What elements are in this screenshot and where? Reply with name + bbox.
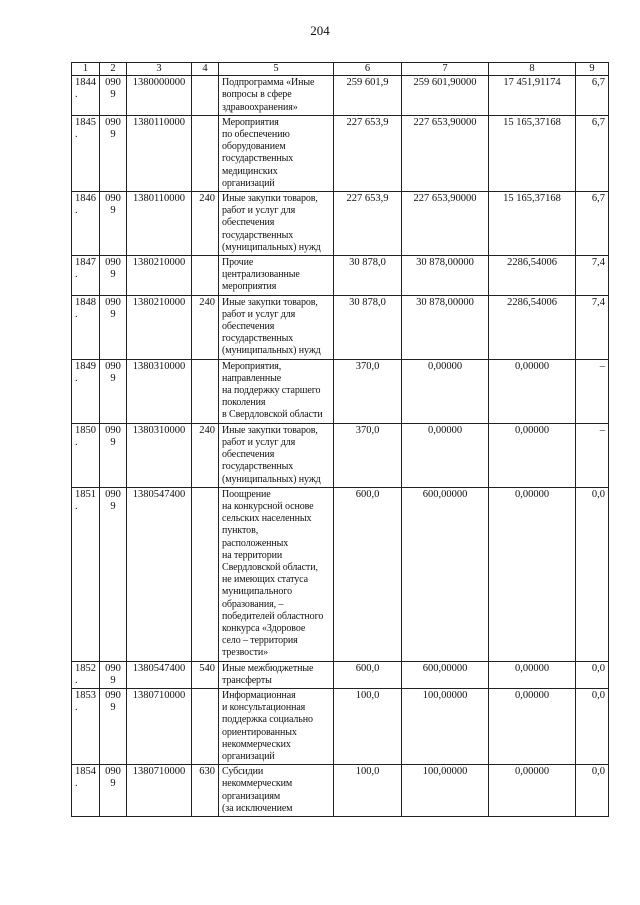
target-article-code: 1380547400 <box>127 487 192 661</box>
table-header-row <box>72 63 609 76</box>
item-name: Субсидии некоммерческим организациям (за исключением <box>219 765 334 817</box>
table-body <box>72 76 609 817</box>
section-code: 0909 <box>100 76 127 116</box>
section-code: 0909 <box>100 661 127 688</box>
column-header: 9 <box>576 63 609 76</box>
target-article-code: 1380710000 <box>127 688 192 764</box>
execution-percent: – <box>576 359 609 423</box>
row-number: 1849. <box>72 359 100 423</box>
page-number: 204 <box>310 23 330 38</box>
expense-type-code: 240 <box>192 295 219 359</box>
executed-amount: 0,00000 <box>489 661 576 688</box>
section-code: 0909 <box>100 359 127 423</box>
executed-amount: 2286,54006 <box>489 295 576 359</box>
executed-amount: 15 165,37168 <box>489 115 576 191</box>
expense-type-code <box>192 487 219 661</box>
row-number: 1844. <box>72 76 100 116</box>
expense-type-code: 540 <box>192 661 219 688</box>
execution-percent: 7,4 <box>576 256 609 296</box>
column-header: 3 <box>127 63 192 76</box>
expense-type-code: 240 <box>192 192 219 256</box>
item-name: Иные закупки товаров, работ и услуг для обеспечения государственных (муниципальных) нужд <box>219 192 334 256</box>
executed-amount: 2286,54006 <box>489 256 576 296</box>
planned-amount: 30 878,0 <box>334 295 402 359</box>
row-number: 1848. <box>72 295 100 359</box>
expense-type-code <box>192 359 219 423</box>
updated-amount: 0,00000 <box>402 359 489 423</box>
item-name: Иные межбюджетные трансферты <box>219 661 334 688</box>
row-number: 1847. <box>72 256 100 296</box>
row-number: 1852. <box>72 661 100 688</box>
updated-amount: 0,00000 <box>402 423 489 487</box>
column-header: 6 <box>334 63 402 76</box>
section-code: 0909 <box>100 487 127 661</box>
row-number: 1850. <box>72 423 100 487</box>
planned-amount: 30 878,0 <box>334 256 402 296</box>
executed-amount: 0,00000 <box>489 487 576 661</box>
executed-amount: 15 165,37168 <box>489 192 576 256</box>
execution-percent: – <box>576 423 609 487</box>
execution-percent: 0,0 <box>576 661 609 688</box>
executed-amount: 0,00000 <box>489 688 576 764</box>
execution-percent: 0,0 <box>576 688 609 764</box>
expense-type-code <box>192 688 219 764</box>
item-name: Иные закупки товаров, работ и услуг для обеспечения государственных (муниципальных) нужд <box>219 295 334 359</box>
execution-percent: 6,7 <box>576 76 609 116</box>
table-row <box>72 765 609 817</box>
updated-amount: 30 878,00000 <box>402 256 489 296</box>
updated-amount: 100,00000 <box>402 688 489 764</box>
expense-type-code <box>192 115 219 191</box>
column-header: 7 <box>402 63 489 76</box>
column-header: 1 <box>72 63 100 76</box>
updated-amount: 600,00000 <box>402 661 489 688</box>
row-number: 1846. <box>72 192 100 256</box>
execution-percent: 0,0 <box>576 765 609 817</box>
section-code: 0909 <box>100 192 127 256</box>
item-name: Прочие централизованные мероприятия <box>219 256 334 296</box>
column-header: 2 <box>100 63 127 76</box>
planned-amount: 227 653,9 <box>334 115 402 191</box>
table-row <box>72 359 609 423</box>
column-header: 8 <box>489 63 576 76</box>
expense-type-code <box>192 256 219 296</box>
executed-amount: 0,00000 <box>489 423 576 487</box>
planned-amount: 600,0 <box>334 487 402 661</box>
updated-amount: 227 653,90000 <box>402 115 489 191</box>
planned-amount: 100,0 <box>334 765 402 817</box>
planned-amount: 370,0 <box>334 359 402 423</box>
updated-amount: 600,00000 <box>402 487 489 661</box>
row-number: 1845. <box>72 115 100 191</box>
target-article-code: 1380547400 <box>127 661 192 688</box>
execution-percent: 0,0 <box>576 487 609 661</box>
section-code: 0909 <box>100 423 127 487</box>
planned-amount: 259 601,9 <box>334 76 402 116</box>
planned-amount: 600,0 <box>334 661 402 688</box>
budget-table <box>71 62 609 817</box>
section-code: 0909 <box>100 765 127 817</box>
updated-amount: 30 878,00000 <box>402 295 489 359</box>
execution-percent: 7,4 <box>576 295 609 359</box>
table-row <box>72 295 609 359</box>
row-number: 1853. <box>72 688 100 764</box>
executed-amount: 0,00000 <box>489 765 576 817</box>
planned-amount: 100,0 <box>334 688 402 764</box>
section-code: 0909 <box>100 295 127 359</box>
target-article-code: 1380110000 <box>127 115 192 191</box>
updated-amount: 259 601,90000 <box>402 76 489 116</box>
table-row <box>72 661 609 688</box>
execution-percent: 6,7 <box>576 192 609 256</box>
item-name: Поощрение на конкурсной основе сельских населенных пунктов, расположенных на территории Свердловской области, не имеющих статуса муниципального образования, – победителей областного конкурса «Здоровое село – территория трезвости» <box>219 487 334 661</box>
section-code: 0909 <box>100 688 127 764</box>
item-name: Мероприятия, направленные на поддержку старшего поколения в Свердловской области <box>219 359 334 423</box>
target-article-code: 1380210000 <box>127 256 192 296</box>
table-row <box>72 76 609 116</box>
target-article-code: 1380210000 <box>127 295 192 359</box>
execution-percent: 6,7 <box>576 115 609 191</box>
planned-amount: 227 653,9 <box>334 192 402 256</box>
item-name: Иные закупки товаров, работ и услуг для обеспечения государственных (муниципальных) нужд <box>219 423 334 487</box>
item-name: Информационная и консультационная поддержка социально ориентированных некоммерческих организаций <box>219 688 334 764</box>
expense-type-code: 630 <box>192 765 219 817</box>
row-number: 1854. <box>72 765 100 817</box>
column-header: 4 <box>192 63 219 76</box>
table-row <box>72 256 609 296</box>
table-row <box>72 688 609 764</box>
column-header: 5 <box>219 63 334 76</box>
target-article-code: 1380000000 <box>127 76 192 116</box>
target-article-code: 1380310000 <box>127 423 192 487</box>
expense-type-code: 240 <box>192 423 219 487</box>
row-number: 1851. <box>72 487 100 661</box>
table-row <box>72 115 609 191</box>
planned-amount: 370,0 <box>334 423 402 487</box>
updated-amount: 227 653,90000 <box>402 192 489 256</box>
executed-amount: 17 451,91174 <box>489 76 576 116</box>
expense-type-code <box>192 76 219 116</box>
updated-amount: 100,00000 <box>402 765 489 817</box>
target-article-code: 1380110000 <box>127 192 192 256</box>
section-code: 0909 <box>100 115 127 191</box>
item-name: Подпрограмма «Иные вопросы в сфере здравоохранения» <box>219 76 334 116</box>
item-name: Мероприятия по обеспечению оборудованием государственных медицинских организаций <box>219 115 334 191</box>
table-row <box>72 192 609 256</box>
table-row <box>72 423 609 487</box>
target-article-code: 1380310000 <box>127 359 192 423</box>
table-row <box>72 487 609 661</box>
executed-amount: 0,00000 <box>489 359 576 423</box>
target-article-code: 1380710000 <box>127 765 192 817</box>
section-code: 0909 <box>100 256 127 296</box>
